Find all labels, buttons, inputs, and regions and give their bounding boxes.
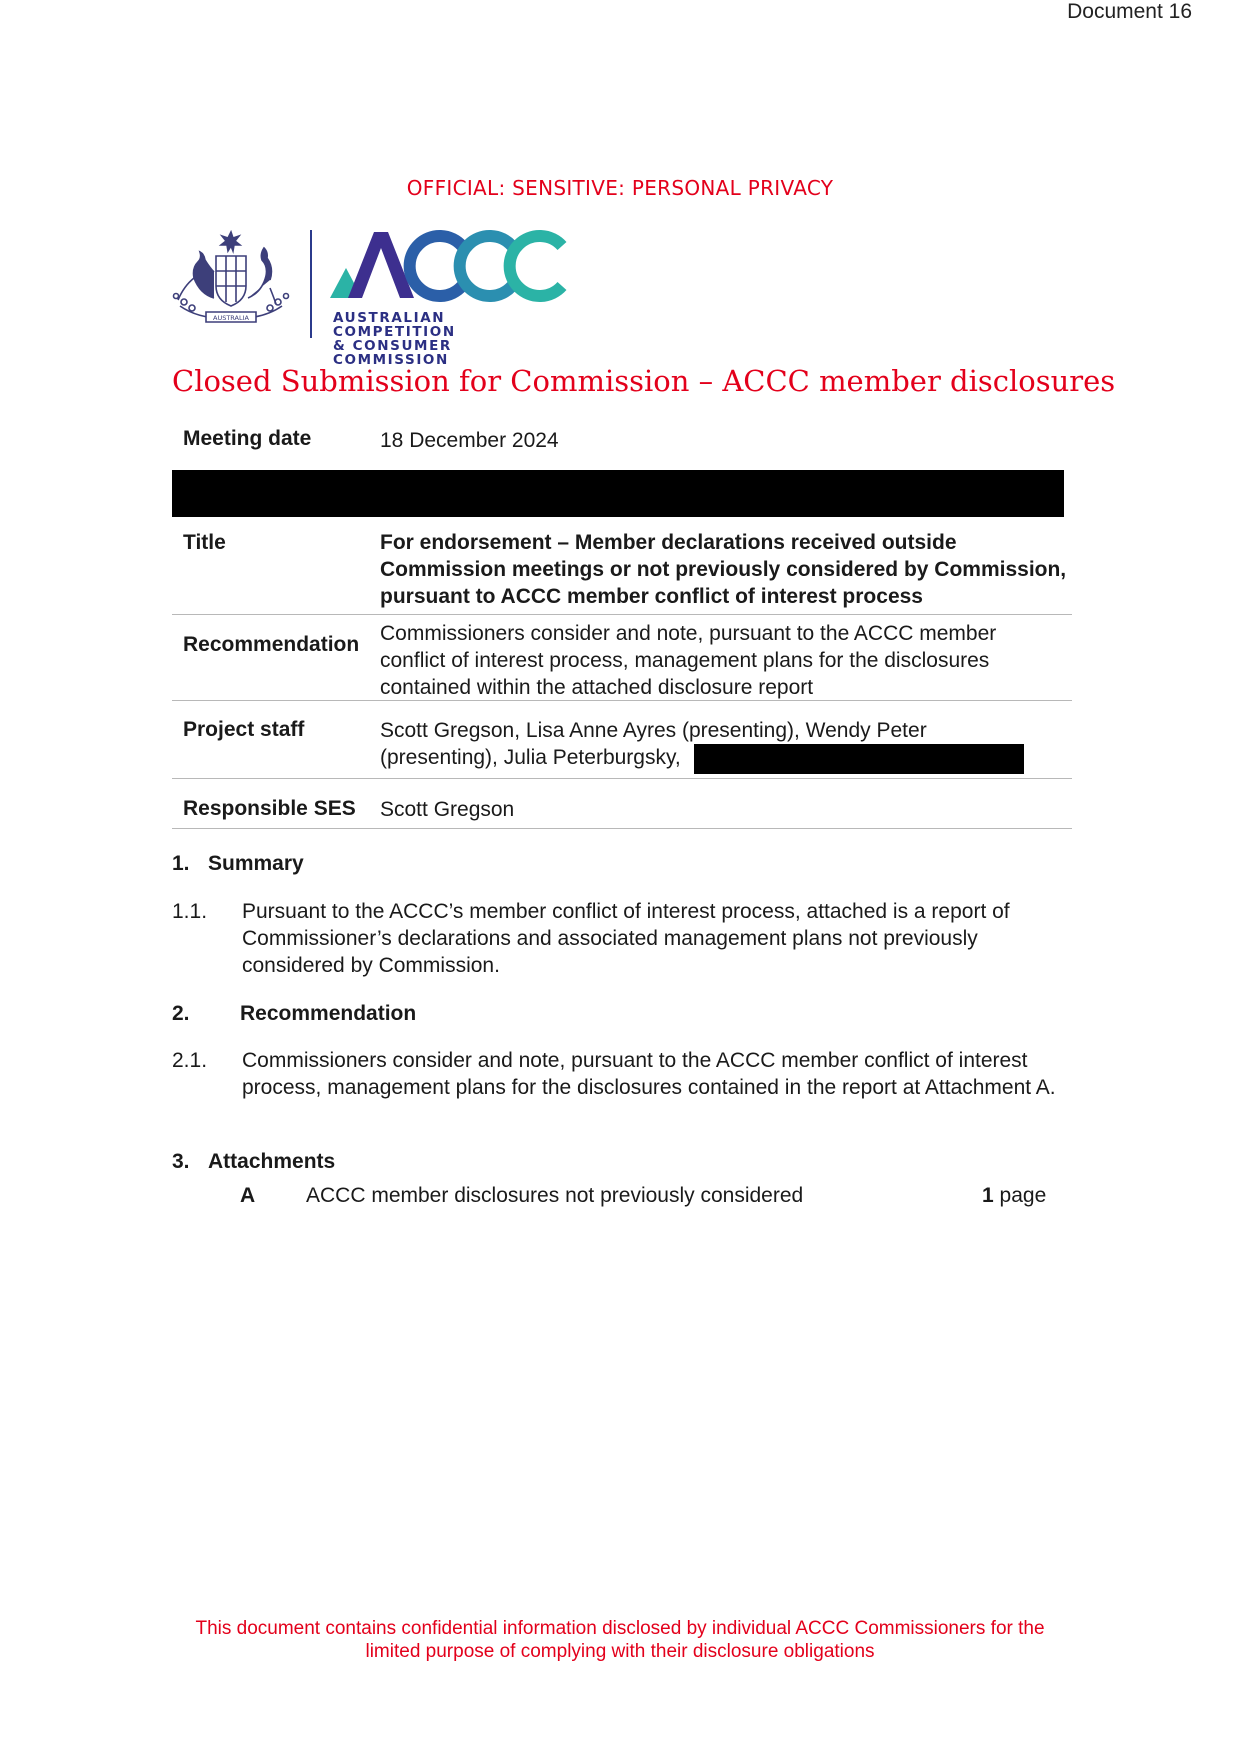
document-title: Closed Submission for Commission – ACCC member disclosures	[172, 364, 1116, 398]
title-value: For endorsement – Member declarations received outside Commission meetings or not previously considered by Commission, pursuant to ACCC member conflict of interest process	[380, 531, 1067, 608]
row-divider	[172, 828, 1072, 829]
accc-wordmark: ACCC	[330, 228, 333, 229]
section-number: 3.	[172, 1150, 190, 1173]
crest-scroll-label: AUSTRALIA	[213, 314, 249, 322]
responsible-ses-value: Scott Gregson	[380, 798, 515, 821]
confidentiality-footer	[0, 1617, 1240, 1663]
logo-divider	[310, 230, 312, 338]
accc-subtitle	[333, 311, 570, 367]
footer-line2: limited purpose of complying with their disclosure obligations	[365, 1641, 875, 1662]
section-heading-attachments	[172, 1150, 335, 1174]
accc-subtitle-line1: AUSTRALIAN COMPETITION	[333, 310, 456, 340]
classification-marking: OFFICIAL: SENSITIVE: PERSONAL PRIVACY	[406, 176, 834, 200]
row-divider	[172, 778, 1072, 779]
recommendation-label: Recommendation	[183, 633, 360, 656]
paragraph-1-1	[172, 898, 1072, 988]
meeting-date-value: 18 December 2024	[380, 429, 559, 452]
section-title: Recommendation	[240, 1002, 417, 1025]
paragraph-text: Commissioners consider and note, pursuant to the ACCC member conflict of interest process, management plans for the disclosures contained in the report at Attachment A.	[242, 1049, 1056, 1099]
logo-block	[170, 228, 570, 368]
coat-of-arms-icon	[170, 228, 292, 328]
title-label: Title	[183, 531, 226, 554]
project-staff-label: Project staff	[183, 718, 305, 741]
paragraph-number: 1.1.	[172, 900, 208, 923]
section-heading-summary	[172, 852, 304, 876]
project-staff-value: Scott Gregson, Lisa Anne Ayres (presenting), Wendy Peter (presenting), Julia Peterburgsky,	[380, 719, 927, 769]
document-number: Document 16	[1067, 0, 1192, 23]
responsible-ses-label: Responsible SES	[183, 797, 356, 820]
attachment-page-count: 1	[982, 1184, 994, 1207]
row-divider	[172, 700, 1072, 701]
attachment-letter: A	[240, 1184, 256, 1207]
paragraph-text: Pursuant to the ACCC’s member conflict of interest process, attached is a report of Commissioner’s declarations and associated management plans not previously considered by Commission.	[242, 900, 1010, 977]
redaction-block	[694, 744, 1024, 774]
redaction-block	[172, 470, 1064, 517]
paragraph-number: 2.1.	[172, 1049, 208, 1072]
section-number: 1.	[172, 852, 190, 875]
meeting-date-label: Meeting date	[183, 427, 312, 450]
section-title: Attachments	[208, 1150, 336, 1173]
accc-subtitle-line2: & CONSUMER COMMISSION	[333, 338, 452, 368]
attachment-description: ACCC member disclosures not previously considered	[306, 1184, 804, 1207]
attachment-page-unit: page	[999, 1184, 1047, 1207]
accc-logo-mark	[330, 228, 570, 308]
section-title: Summary	[208, 852, 304, 875]
paragraph-2-1	[172, 1047, 1072, 1137]
section-heading-recommendation	[172, 1002, 416, 1026]
footer-line1: This document contains confidential information disclosed by individual ACCC Commissioners for the	[195, 1618, 1045, 1639]
attachment-pages	[982, 1184, 1046, 1208]
recommendation-value: Commissioners consider and note, pursuant to the ACCC member conflict of interest process, management plans for the disclosures contained within the attached disclosure report	[380, 622, 997, 699]
row-divider	[172, 614, 1072, 615]
section-number: 2.	[172, 1002, 190, 1025]
